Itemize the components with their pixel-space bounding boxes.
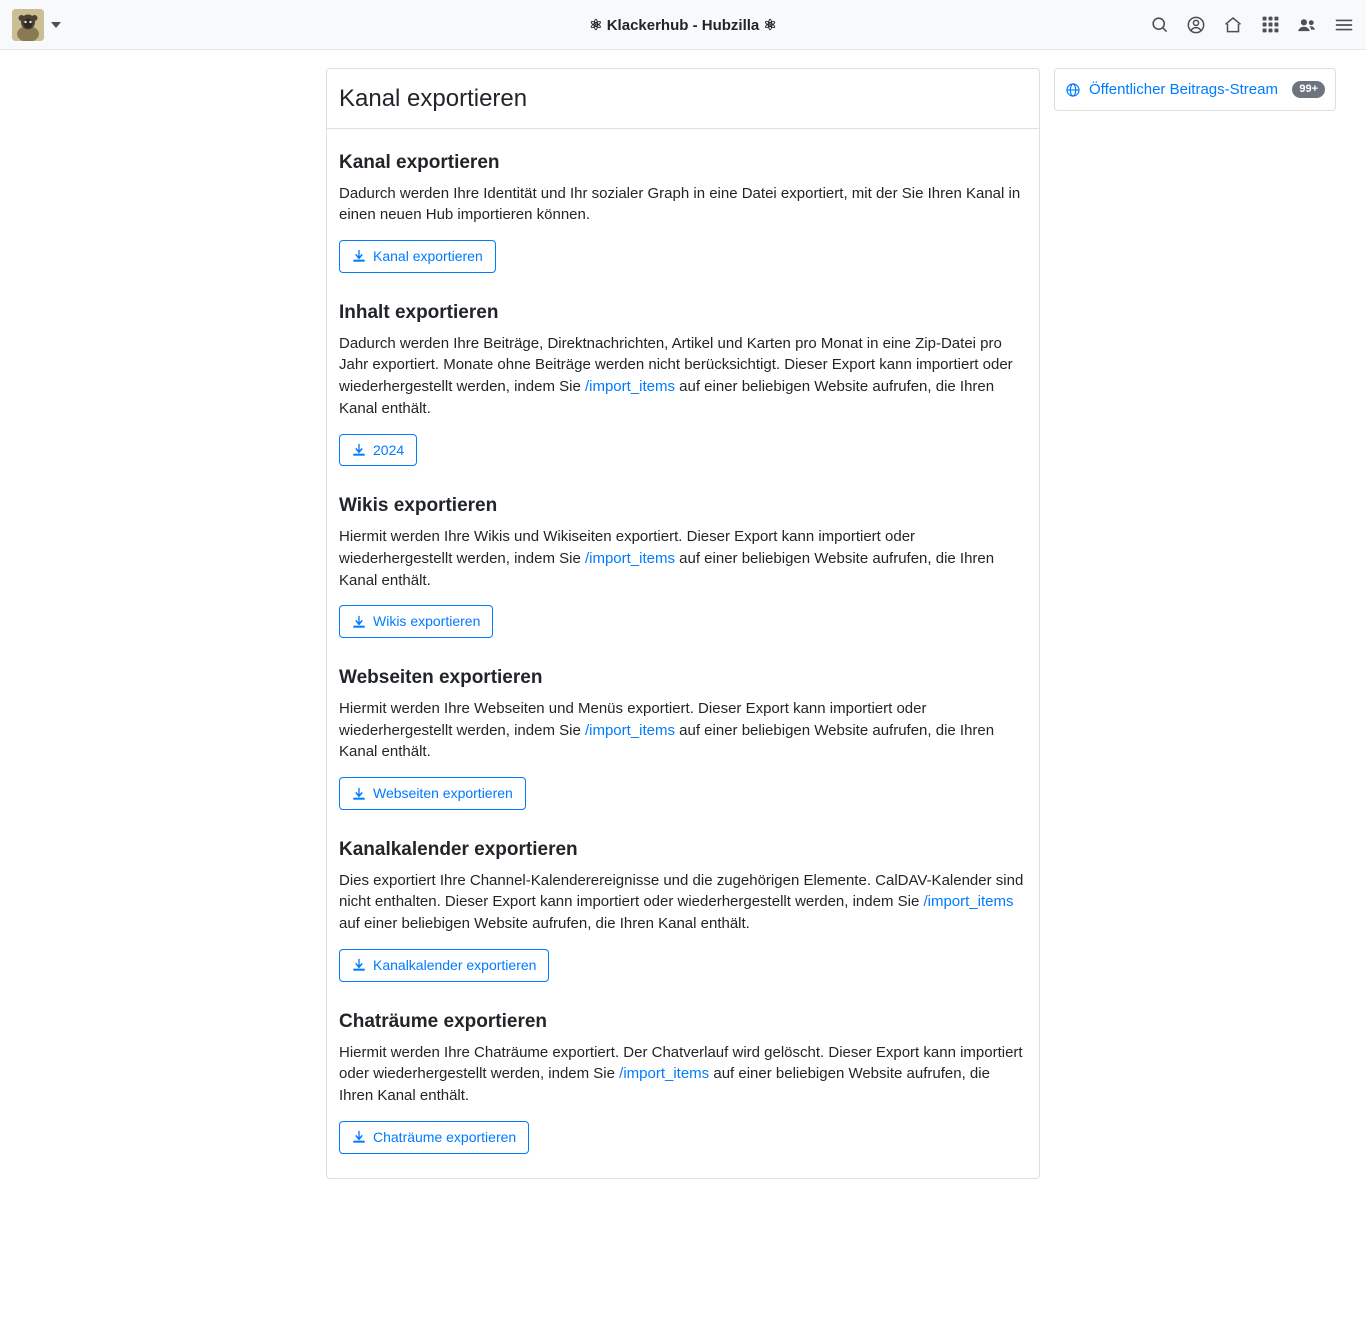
section-text-before: Dies exportiert Ihre Channel-Kalenderereignisse und die zugehörigen Elemente. CalDAV-Kalender sind nicht enthalten. Dieser Export kann importiert oder wiederhergestellt werden, indem Sie [339, 871, 1024, 911]
contacts-icon[interactable] [1297, 15, 1317, 35]
section-export-content [339, 301, 1027, 487]
export-channel-button[interactable] [339, 240, 496, 273]
right-sidebar [1054, 68, 1336, 111]
section-text [339, 870, 1027, 935]
search-icon[interactable] [1149, 15, 1169, 35]
section-text [339, 698, 1027, 763]
export-chatrooms-button[interactable] [339, 1121, 529, 1154]
button-label: 2024 [373, 441, 405, 458]
export-calendar-button[interactable] [339, 949, 549, 982]
status-badge: 99+ [1292, 81, 1325, 98]
section-export-chatrooms [339, 1010, 1027, 1154]
navbar-left [12, 9, 61, 41]
import-items-link[interactable]: /import_items [584, 549, 675, 567]
section-heading: Webseiten exportieren [339, 667, 543, 689]
download-icon [352, 787, 366, 801]
apps-grid-icon[interactable] [1260, 15, 1280, 35]
button-label: Chaträume exportieren [373, 1128, 517, 1145]
download-icon [352, 443, 366, 457]
export-content-2024-button[interactable] [339, 434, 417, 467]
main-content [326, 68, 1040, 1179]
section-text-before: Hiermit werden Ihre Webseiten und Menüs exportiert. Dieser Export kann importiert oder wiederhergestellt werden, indem Sie [339, 699, 927, 739]
section-text-after: auf einer beliebigen Website aufrufen, die Ihren Kanal enthält. [339, 915, 750, 933]
globe-icon [1065, 82, 1081, 98]
section-text-before: Hiermit werden Ihre Chaträume exportiert. Der Chatverlauf wird gelöscht. Dieser Export kann importiert oder wiederhergestellt werden, indem Sie [339, 1043, 1023, 1083]
card-header [327, 69, 1039, 129]
section-heading: Kanalkalender exportieren [339, 838, 578, 860]
navbar-right [1149, 15, 1354, 35]
export-card [326, 68, 1040, 1179]
page-title-navbar: ⚛ Klackerhub - Hubzilla ⚛ [589, 16, 777, 34]
section-text-after: auf einer beliebigen Website aufrufen, die Ihren Kanal enthält. [339, 1065, 990, 1105]
section-export-channel [339, 151, 1027, 293]
sidebar-item-label: Öffentlicher Beitrags-Stream [1089, 81, 1278, 98]
download-icon [352, 1130, 366, 1144]
card-body [327, 129, 1039, 1178]
import-items-link[interactable]: /import_items [584, 721, 675, 739]
section-text-before: Dadurch werden Ihre Identität und Ihr sozialer Graph in eine Datei exportiert, mit der Sie Ihren Kanal in einen neuen Hub importieren können. [339, 184, 1021, 224]
page-title: Kanal exportieren [339, 85, 528, 112]
public-stream-widget [1054, 68, 1336, 111]
download-icon [352, 615, 366, 629]
section-heading: Wikis exportieren [339, 495, 498, 517]
import-items-link[interactable]: /import_items [584, 378, 675, 396]
section-heading: Kanal exportieren [339, 151, 500, 173]
sidebar-item-public-stream[interactable] [1055, 69, 1335, 110]
export-wikis-button[interactable] [339, 605, 493, 638]
section-export-webpages [339, 666, 1027, 830]
section-heading: Inhalt exportieren [339, 301, 499, 323]
import-items-link[interactable]: /import_items [923, 893, 1014, 911]
section-text-before: Hiermit werden Ihre Wikis und Wikiseiten exportiert. Dieser Export kann importiert oder wiederhergestellt werden, indem Sie [339, 528, 916, 567]
export-webpages-button[interactable] [339, 777, 526, 810]
home-icon[interactable] [1223, 15, 1243, 35]
section-heading: Chaträume exportieren [339, 1010, 548, 1032]
channel-menu-caret-icon[interactable] [51, 22, 61, 28]
section-text [339, 1042, 1027, 1107]
section-export-calendar [339, 838, 1027, 1002]
avatar[interactable] [12, 9, 44, 41]
section-text [339, 526, 1027, 591]
section-text-after: auf einer beliebigen Website aufrufen, die Ihren Kanal enthält. [339, 721, 995, 761]
button-label: Kanalkalender exportieren [373, 956, 537, 973]
account-circle-icon[interactable] [1186, 15, 1206, 35]
section-text [339, 333, 1027, 420]
download-icon [352, 958, 366, 972]
section-text [339, 183, 1027, 227]
section-text-before: Dadurch werden Ihre Beiträge, Direktnachrichten, Artikel und Karten pro Monat in eine Zip-Datei pro Jahr exportiert. Monate ohne Beiträge werden nicht berücksichtigt. Dieser Export kann importiert oder wiederhergestellt werden, indem Sie [339, 334, 1013, 396]
button-label: Wikis exportieren [373, 613, 481, 630]
import-items-link[interactable]: /import_items [619, 1065, 710, 1083]
top-navbar [0, 0, 1366, 50]
hamburger-menu-icon[interactable] [1334, 15, 1354, 35]
button-label: Webseiten exportieren [373, 785, 513, 802]
section-export-wikis [339, 494, 1027, 658]
section-text-after: auf einer beliebigen Website aufrufen, die Ihren Kanal enthält. [339, 549, 995, 589]
page-container [0, 50, 1366, 1179]
section-text-after: auf einer beliebigen Website aufrufen, die Ihren Kanal enthält. [339, 378, 995, 417]
button-label: Kanal exportieren [373, 248, 483, 265]
download-icon [352, 249, 366, 263]
